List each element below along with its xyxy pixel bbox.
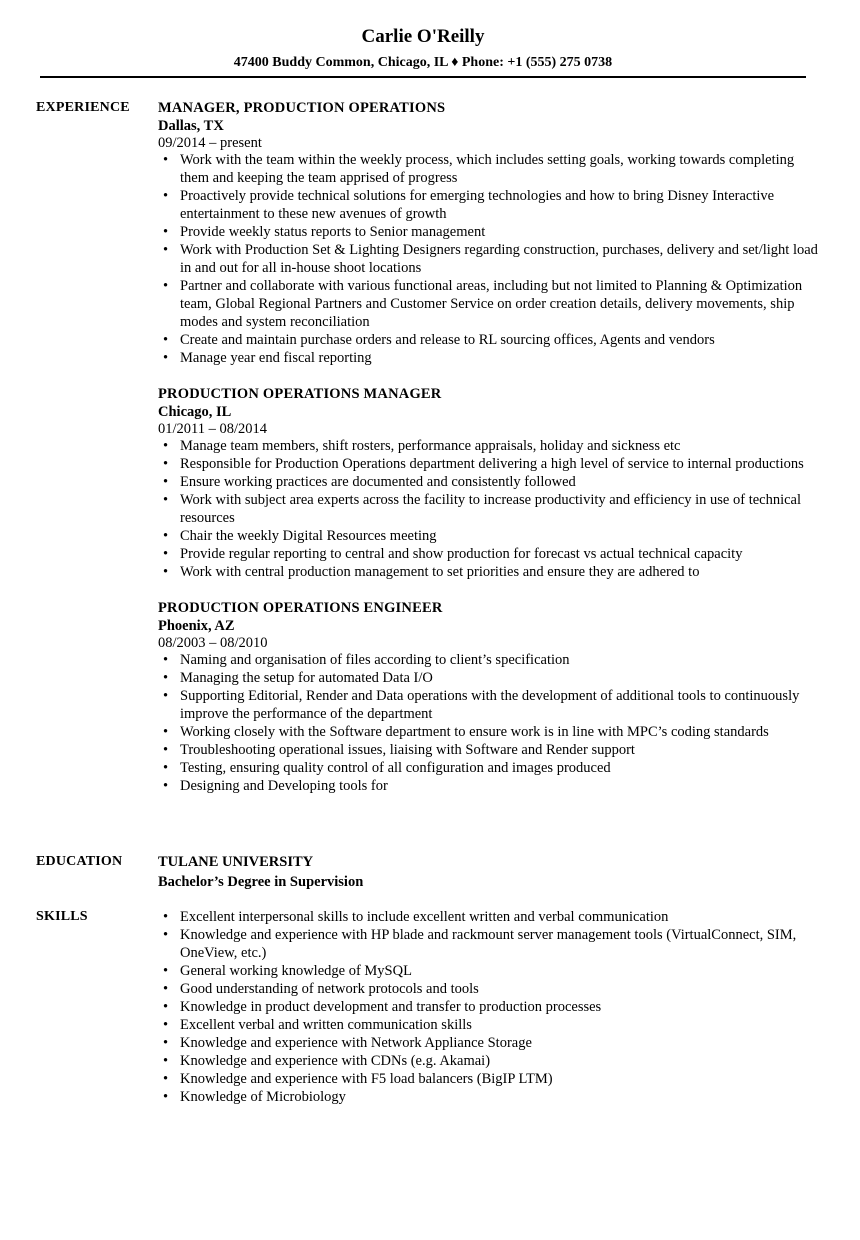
job-dates: 09/2014 – present: [158, 135, 262, 151]
job-bullet: • Provide weekly status reports to Senior management: [158, 223, 818, 241]
job-entry: [158, 599, 818, 795]
job-bullet: • Work with the team within the weekly process, which includes setting goals, working towards completing them and keeping the team apprised of progress: [158, 151, 818, 187]
education-label: EDUCATION: [36, 854, 123, 869]
education-body: [158, 853, 818, 893]
experience-label: EXPERIENCE: [36, 100, 130, 115]
job-entry: [158, 99, 818, 367]
job-dates: 08/2003 – 08/2010: [158, 635, 268, 651]
contact-line: 47400 Buddy Common, Chicago, IL ♦ Phone: +1 (555) 275 0738: [233, 55, 613, 70]
job-bullet: • Proactively provide technical solutions for emerging technologies and how to bring Disney Interactive entertainment to these new avenues of growth: [158, 187, 818, 223]
skill-item: • Excellent verbal and written communication skills: [158, 1016, 818, 1034]
job-bullet: • Work with subject area experts across the facility to increase productivity and efficiency in use of technical resources: [158, 491, 818, 527]
job-bullet: • Working closely with the Software department to ensure work is in line with MPC’s coding standards: [158, 723, 818, 741]
job-bullets: [158, 651, 818, 795]
job-bullet: • Ensure working practices are documented and consistently followed: [158, 473, 818, 491]
job-title: PRODUCTION OPERATIONS MANAGER: [158, 386, 442, 402]
job-bullets: [158, 437, 818, 581]
job-bullet: • Partner and collaborate with various functional areas, including but not limited to Planning & Optimization team, Global Regional Partners and Customer Service on order creation details, delivery movements, ship modes and system reconciliation: [158, 277, 818, 331]
job-bullet: • Work with Production Set & Lighting Designers regarding construction, purchases, delivery and set/light load in and out for all in-house shoot locations: [158, 241, 818, 277]
skill-item: • Excellent interpersonal skills to include excellent written and verbal communication: [158, 908, 818, 926]
job-bullet: • Testing, ensuring quality control of all configuration and images produced: [158, 759, 818, 777]
skill-item: • Knowledge and experience with HP blade and rackmount server management tools (VirtualConnect, SIM, OneView, etc.): [158, 926, 818, 962]
skill-item: • Knowledge and experience with Network Appliance Storage: [158, 1034, 818, 1052]
job-bullet: • Managing the setup for automated Data I/O: [158, 669, 818, 687]
job-bullet: • Naming and organisation of files according to client’s specification: [158, 651, 818, 669]
job-bullet: • Responsible for Production Operations department delivering a high level of service to internal productions: [158, 455, 818, 473]
school-name: TULANE UNIVERSITY: [158, 854, 314, 870]
job-bullet: • Work with central production management to set priorities and ensure they are adhered to: [158, 563, 818, 581]
job-bullet: • Chair the weekly Digital Resources meeting: [158, 527, 818, 545]
job-bullet: • Provide regular reporting to central and show production for forecast vs actual technical capacity: [158, 545, 818, 563]
skills-label: SKILLS: [36, 909, 88, 924]
job-bullet: • Supporting Editorial, Render and Data operations with the development of additional tools to continuously improve the performance of the department: [158, 687, 818, 723]
skill-item: • Knowledge of Microbiology: [158, 1088, 818, 1106]
candidate-name: Carlie O'Reilly: [361, 26, 485, 47]
skill-item: • Knowledge and experience with F5 load balancers (BigIP LTM): [158, 1070, 818, 1088]
skill-item: • General working knowledge of MySQL: [158, 962, 818, 980]
experience-body: [158, 99, 818, 813]
job-location: Dallas, TX: [158, 118, 224, 134]
skills-body: [158, 908, 818, 1106]
job-bullet: • Manage year end fiscal reporting: [158, 349, 818, 367]
skill-item: • Good understanding of network protocols and tools: [158, 980, 818, 998]
skill-item: • Knowledge in product development and transfer to production processes: [158, 998, 818, 1016]
job-entry: [158, 385, 818, 581]
job-title: PRODUCTION OPERATIONS ENGINEER: [158, 600, 443, 616]
job-bullet: • Troubleshooting operational issues, liaising with Software and Render support: [158, 741, 818, 759]
skills-list: [158, 908, 818, 1106]
job-location: Chicago, IL: [158, 404, 232, 420]
job-dates: 01/2011 – 08/2014: [158, 421, 268, 437]
job-bullets: [158, 151, 818, 367]
job-bullet: • Manage team members, shift rosters, performance appraisals, holiday and sickness etc: [158, 437, 818, 455]
job-location: Phoenix, AZ: [158, 618, 235, 634]
job-title: MANAGER, PRODUCTION OPERATIONS: [158, 100, 446, 116]
job-bullet: • Designing and Developing tools for: [158, 777, 818, 795]
skill-item: • Knowledge and experience with CDNs (e.g. Akamai): [158, 1052, 818, 1070]
header-divider: [40, 76, 806, 78]
degree: Bachelor’s Degree in Supervision: [158, 874, 364, 890]
job-bullet: • Create and maintain purchase orders and release to RL sourcing offices, Agents and vendors: [158, 331, 818, 349]
resume-header: [40, 24, 806, 72]
